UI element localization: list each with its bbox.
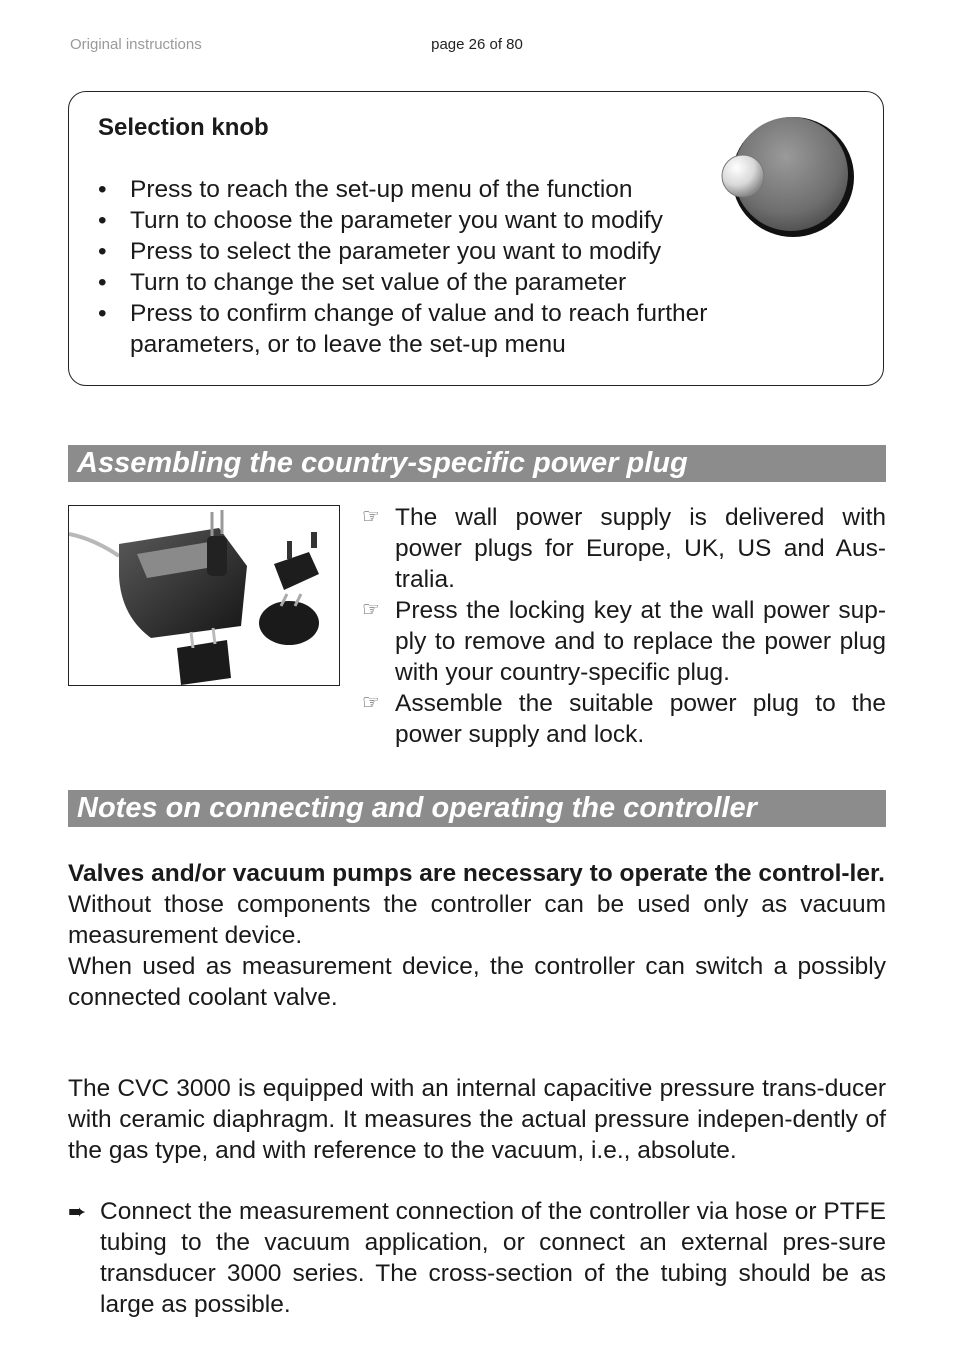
plug-instructions bbox=[362, 502, 886, 750]
list-item-text: Turn to choose the parameter you want to modify bbox=[130, 207, 663, 234]
knob-instructions-list bbox=[98, 174, 778, 360]
action-step bbox=[68, 1196, 886, 1320]
list-item bbox=[98, 236, 778, 267]
list-item bbox=[98, 174, 778, 205]
action-step-text: Connect the measurement connection of the controller via hose or PTFE tubing to the vacuum application, or connect an external pres-sure transducer 3000 series. The cross-section of the tubing should be as large as possible. bbox=[100, 1198, 886, 1318]
knob-box-title: Selection knob bbox=[98, 114, 269, 141]
list-item-text: Assemble the suitable power plug to the power supply and lock. bbox=[395, 690, 886, 748]
pointing-hand-icon: ☞ bbox=[362, 506, 380, 528]
header-document-label: Original instructions bbox=[70, 36, 202, 53]
power-adapter-image-icon bbox=[69, 506, 339, 685]
bullet-icon: • bbox=[98, 269, 107, 296]
transducer-paragraph: The CVC 3000 is equipped with an internal capacitive pressure trans-ducer with ceramic diaphragm. It measures the actual pressure indepen-dently of the gas type, and with reference to the vacuum, i.e., absolute. bbox=[68, 1075, 886, 1164]
pointing-hand-icon: ☞ bbox=[362, 692, 380, 714]
notes-paragraph: Without those components the controller can be used only as vacuum measurement device. bbox=[68, 891, 886, 949]
bullet-icon: • bbox=[98, 238, 107, 265]
section-title-notes: Notes on connecting and operating the controller bbox=[68, 790, 886, 827]
notes-body bbox=[68, 858, 886, 1013]
list-item bbox=[362, 688, 886, 750]
list-item bbox=[362, 595, 886, 688]
list-item-text: Turn to change the set value of the parameter bbox=[130, 269, 627, 296]
list-item-text: Press to reach the set-up menu of the function bbox=[130, 176, 633, 203]
bullet-icon: • bbox=[98, 207, 107, 234]
pointing-hand-icon: ☞ bbox=[362, 599, 380, 621]
list-item bbox=[98, 298, 778, 360]
notes-paragraph: When used as measurement device, the controller can switch a possibly connected coolant valve. bbox=[68, 953, 886, 1011]
list-item bbox=[98, 205, 778, 236]
page-number: page 26 of 80 bbox=[431, 36, 523, 53]
list-item bbox=[98, 267, 778, 298]
list-item-text: Press to select the parameter you want to modify bbox=[130, 238, 662, 265]
list-item-text: The wall power supply is delivered with power plugs for Europe, UK, US and Aus-tralia. bbox=[395, 504, 886, 593]
bullet-icon: • bbox=[98, 300, 107, 327]
power-supply-photo bbox=[68, 505, 340, 686]
list-item-text: Press to confirm change of value and to reach further parameters, or to leave the set-up menu bbox=[130, 300, 708, 358]
notes-lead-paragraph: Valves and/or vacuum pumps are necessary to operate the control-ler. bbox=[68, 860, 885, 887]
arrow-right-icon: ➨ bbox=[68, 1199, 87, 1224]
selection-knob-box bbox=[68, 91, 884, 386]
bullet-icon: • bbox=[98, 176, 107, 203]
list-item-text: Press the locking key at the wall power sup-ply to remove and to replace the power plug with your country-specific plug. bbox=[395, 597, 886, 686]
selection-knob-icon bbox=[721, 112, 857, 242]
section-title-power-plug: Assembling the country-specific power plug bbox=[68, 445, 886, 482]
list-item bbox=[362, 502, 886, 595]
